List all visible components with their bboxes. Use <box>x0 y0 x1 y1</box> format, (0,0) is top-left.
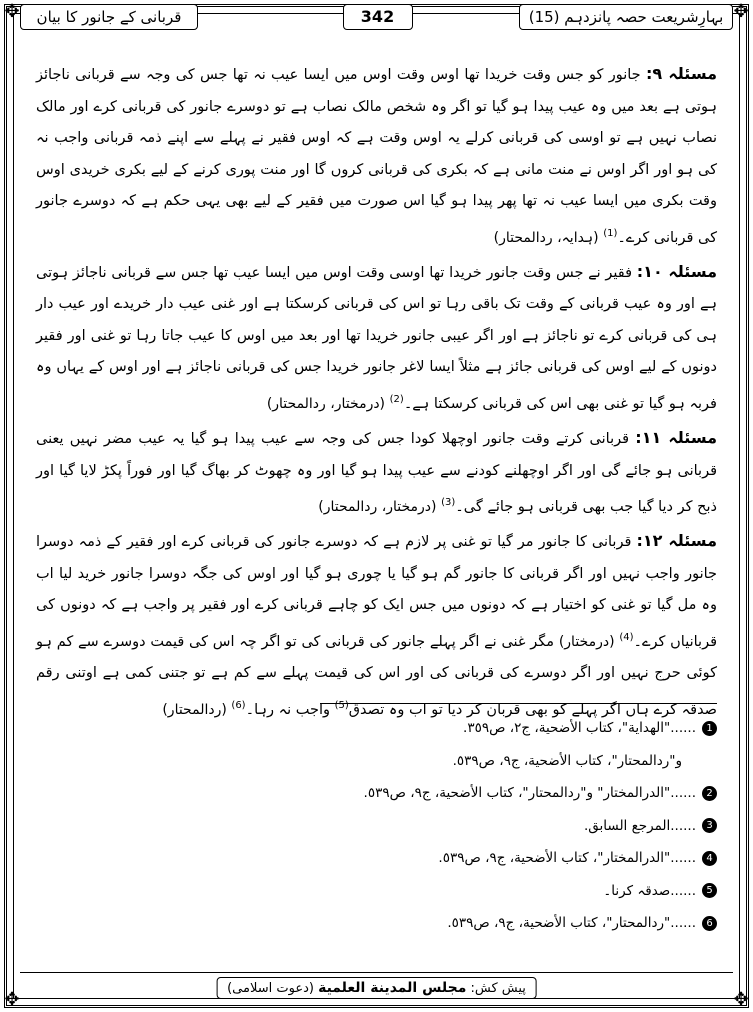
footnote-text: ......المرجع السابق. <box>583 817 696 834</box>
main-text <box>36 58 717 728</box>
footnote-item <box>36 810 717 843</box>
ornament-corner-icon: ✥ <box>4 989 20 1010</box>
masala-label: مسئلہ ۱۰: <box>636 261 718 281</box>
footnote-item <box>36 745 717 778</box>
ornament-corner-icon: ✥ <box>4 1 20 22</box>
book-title: بہارِشریعت حصہ پانزدہم (15) <box>519 4 733 30</box>
masala-label: مسئلہ ۹: <box>645 64 718 83</box>
footnote-item <box>36 875 717 908</box>
footnote-marker[interactable]: (3) <box>441 497 456 509</box>
paragraph-masala-10 <box>36 256 717 420</box>
paragraph-text: قربانی کرتے وقت جانور اوچھلا کودا جس کی وجہ سے عیب پیدا ہو گیا یہ عیب مضر نہیں یعنی قربانی ہو جائے گی اور اگر اوچھلنے کودنے سے عیب پیدا ہو گیا اور وہ چھوٹ کر بھاگ گیا اور فوراً پکڑ لایا گیا اور ذبح کر دیا گیا جب بھی قربانی ہو جائے گی۔ <box>36 431 717 515</box>
paragraph-masala-9 <box>36 58 717 254</box>
source-reference: (درمختار، ردالمحتار) <box>266 395 386 412</box>
source-reference: (درمختار، ردالمحتار) <box>318 498 437 515</box>
publisher-name: مجلس المدينة العلمية <box>318 980 467 996</box>
source-reference: (درمختار) <box>558 633 615 650</box>
publisher-sub: (دعوت اسلامی) <box>227 981 314 996</box>
footnote-text: ......"الدرالمختار" و"ردالمحتار"، كتاب الأضحية، ج٩، ص٥٣٩. <box>363 785 696 801</box>
page-number: 342 <box>343 4 413 30</box>
footnote-text: ......صدقہ کرنا۔ <box>603 882 696 899</box>
paragraph-text: قربانی کا جانور مر گیا تو غنی پر لازم ہے کہ دوسرے جانور کی قربانی کرے اور فقیر کے ذمہ دوسرا جانور واجب نہیں اور اگر قربانی کا جانور گم ہو گیا یا چوری ہو گیا اور اوس کی جگہ دوسرا جانور خرید لیا اب وہ مل گیا تو غنی کو اختیار ہے کہ دونوں میں جس ایک کو چاہے قربانی کرے اور فقیر پر واجب ہے کہ دونوں کی قربانیاں کرے۔ <box>36 534 718 650</box>
footnote-marker[interactable]: (6) <box>231 699 246 711</box>
footnote-item <box>36 712 717 745</box>
paragraph-masala-12 <box>36 525 717 726</box>
source-reference: (ہدایہ، ردالمحتار) <box>493 229 599 246</box>
ornament-corner-icon: ✥ <box>733 989 749 1010</box>
chapter-title: قربانی کے جانور کا بیان <box>20 4 198 30</box>
footnote-divider <box>320 703 717 704</box>
footnote-number: 4 <box>702 851 717 866</box>
paragraph-masala-11 <box>36 422 717 523</box>
publisher-footer <box>216 977 537 999</box>
masala-label: مسئلہ ۱۲: <box>636 531 717 551</box>
footnote-text: ......"ردالمحتار"، كتاب الأضحية، ج٩، ص٥٣٩. <box>447 915 696 931</box>
source-reference: (ردالمحتار) <box>162 701 227 718</box>
footnote-text: و"ردالمحتار"، كتاب الأضحية، ج٩، ص٥٣٩. <box>452 752 682 769</box>
footnote-number: 5 <box>702 883 717 898</box>
footnote-item <box>36 907 717 940</box>
footnote-text: ......"الدرالمختار"، كتاب الأضحية، ج٩، ص٥٣٩. <box>438 850 696 866</box>
footnote-item <box>36 842 717 875</box>
footnote-text: ......"الهداية"، كتاب الأضحية، ج٢، ص٣٥٩. <box>463 720 696 736</box>
footnotes <box>36 712 717 940</box>
ornament-corner-icon: ✥ <box>733 1 749 22</box>
paragraph-text: فقیر نے جس وقت جانور خریدا تھا اوسی وقت اوس میں ایسا عیب تھا جس سے قربانی ناجائز ہوتی ہے اور وہ عیب قربانی کے وقت تک باقی رہا تو اس کی قربانی کرسکتا ہے اور غنی عیب دار خریدے اور عیب دار ہی کی قربانی کرے تو ناجائز ہے اور اگر عیبی جانور خریدا تھا اور بعد میں اوس کا عیب جاتا رہا تو غنی اور فقیر دونوں کے لیے اوس کی قربانی جائز ہے مثلاً ایسا لاغر جانور خریدا جس کی قربانی ناجائز ہے اور اوس کے یہاں وہ فربہ ہو گیا تو غنی بھی اس کی قربانی کرسکتا ہے۔ <box>36 264 717 412</box>
paragraph-text: جانور کو جس وقت خریدا تھا اوس وقت اوس میں ایسا عیب نہ تھا جس کی وجہ سے قربانی ناجائز ہوتی ہے بعد میں وہ عیب پیدا ہو گیا تو اگر وہ شخص مالک نصاب ہے تو دوسرے جانور کی قربانی کرے اور مالک نصاب نہیں ہے تو اوسی کی قربانی کرلے یہ اوس وقت ہے کہ اوس فقیر نے پہلے سے اپنے ذمہ قربانی واجب نہ کی ہو اور اگر اوس نے منت مانی ہے کہ بکری کی قربانی کروں گا اور منت پوری کرنے کے لیے بکری خریدی اوس وقت بکری میں ایسا عیب نہ تھا پھر پیدا ہو گیا اس صورت میں فقیر کے لیے بھی یہی حکم ہے کہ دوسرے جانور کی قربانی کرے۔ <box>36 67 717 246</box>
paragraph-text: مگر غنی نے اگر پہلے جانور کی قربانی کی تو اگر چہ اس کی قیمت دوسرے سے کم ہو کوئی حرج نہیں اور اگر دوسرے کی قربانی کی اور اس کی قیمت پہلے سے کم ہے تو جتنی کمی ہے اوتنی رقم صدقہ کرے ہاں اگر پہلے کو بھی قربان کر دیا تو اب وہ تصدق <box>36 633 717 718</box>
masala-label: مسئلہ ۱۱: <box>635 428 718 448</box>
footnote-item <box>36 777 717 810</box>
footnote-number: 3 <box>702 818 717 833</box>
footnote-number: 1 <box>702 721 717 736</box>
footnote-marker[interactable]: (4) <box>619 631 634 643</box>
footnote-number: 2 <box>702 786 717 801</box>
footer-divider <box>20 972 733 973</box>
footnote-marker[interactable]: (2) <box>389 393 404 405</box>
page-header <box>20 4 733 32</box>
footnote-marker[interactable]: (5) <box>334 699 349 711</box>
footnote-number: 6 <box>702 916 717 931</box>
paragraph-text: واجب نہ رہا۔ <box>245 701 330 718</box>
footer-label: پیش کش: <box>470 981 526 996</box>
footnote-marker[interactable]: (1) <box>603 227 618 239</box>
